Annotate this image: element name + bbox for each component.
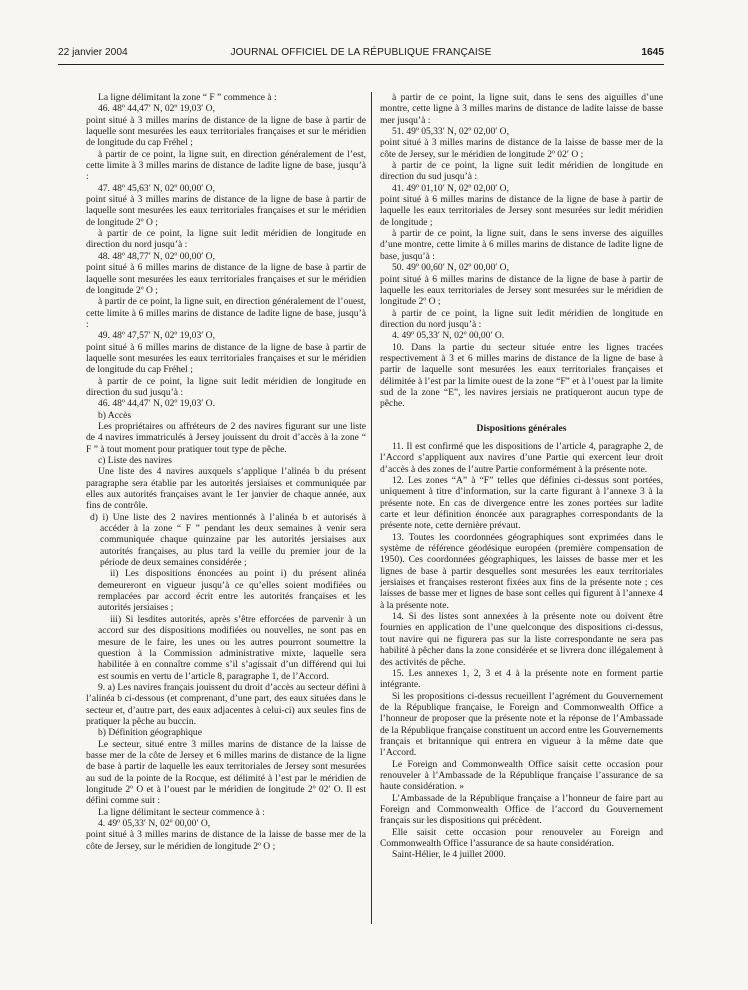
paragraph: 46. 48º 44,47′ N, 02º 19,03′ O. — [98, 398, 215, 410]
paragraph: point situé à 3 milles marins de distance de la ligne de base à partir de laquelle sont mesurées les eaux territoriales françaises et sur le méridien de longitude du cap Fréhel ; — [86, 114, 366, 149]
paragraph: Une liste des 4 navires auxquels s’applique l’alinéa b du présent paragraphe sera établie par les autorités jersiaises et communiquée par elles aux autorités françaises avant le 1er janvier de chaque année, aux fins de contrôle. — [86, 466, 366, 512]
paragraph: 47. 48º 45,63′ N, 02º 00,00′ O, — [98, 182, 215, 194]
paragraph: à partir de ce point, la ligne suit ledit méridien de longitude en direction du sud jusqu’à : — [380, 160, 663, 183]
paragraph: 13. Toutes les coordonnées géographiques sont exprimées dans le système de référence géodésique européen (première compensation de 1950). Ces coordonnées géographiques, les laisses de basse mer et les lignes de base à partir desquelles sont mesurées les eaux territoriales jersiaises et françaises resteront fixées aux fins de la présente note ; ces laisses de basse mer et lignes de base sont celles qui figurent à l’annexe 4 à la présente note. — [380, 531, 663, 611]
paragraph: point situé à 3 milles marins de distance de la ligne de base à partir de laquelle sont mesurées les eaux territoriales françaises et sur le méridien de longitude 2º O ; — [86, 194, 366, 228]
paragraph: à partir de ce point, la ligne suit, dans le sens inverse des aiguilles d’une montre, cette limite à 6 milles marins de distance de ladite ligne de base, jusqu’à : — [380, 228, 663, 262]
journal-title: JOURNAL OFFICIEL DE LA RÉPUBLIQUE FRANÇAISE — [230, 47, 492, 58]
paragraph: La ligne délimitant le secteur commence à : — [98, 806, 265, 818]
paragraph: point situé à 6 milles marins de distance de la ligne de base à partir de laquelle les eaux territoriales de Jersey sont mesurées sur le méridien de longitude 2º O ; — [380, 273, 663, 308]
paragraph: Le Foreign and Commonwealth Office saisit cette occasion pour renouveler à l’Ambassade de la République française l’assurance de sa haute considération. » — [380, 758, 663, 793]
paragraph: iii) Si lesdites autorités, après s’être efforcées de parvenir à un accord sur des dispositions modifiées ou nouvelles, ne sont pas en mesure de le faire, les unes ou les autres pourront soumettre la question à la Commission administrative mixte, laquelle sera habilitée à en connaître comme s’il s’agissait d’un différend qui lui est soumis en vertu de l’article 8, paragraphe 1, de l’Accord. — [98, 613, 366, 682]
paragraph: point situé à 6 milles marins de distance de la ligne de base à partir de laquelle sont mesurées les eaux territoriales françaises et sur le méridien de longitude 2º O ; — [86, 262, 366, 296]
column-divider — [371, 92, 372, 924]
paragraph: b) Accès — [98, 409, 132, 421]
paragraph: 10. Dans la partie du secteur située entre les lignes tracées respectivement à 3 et 6 milles marins de distance de la ligne de base à partir de laquelle sont mesurées les eaux territoriales françaises et délimitée à l’est par la limite ouest de la zone “F” et à l’ouest par la limite sud de la zone “E”, les navires jersiais ne pratiqueront aucun type de pêche. — [380, 341, 663, 410]
paragraph: 14. Si des listes sont annexées à la présente note ou doivent être fournies en application de l’une quelconque des dispositions ci-dessus, tout navire qui ne figurera pas sur la liste correspondante ne sera pas habilité à pêcher dans la zone considérée et se livrera donc illégalement à des activités de pêche. — [380, 611, 663, 668]
paragraph: à partir de ce point, la ligne suit, dans le sens des aiguilles d’une montre, cette ligne à 3 milles marins de distance de ladite laisse de basse mer jusqu’à : — [380, 92, 663, 126]
paragraph: Si les propositions ci-dessus recueillent l’agrément du Gouvernement de la République française, le Foreign and Commonwealth Office a l’honneur de proposer que la présente note et la réponse de l’Ambassade de la République française constituent un accord entre les Gouvernements français et britannique qui entrera en vigueur à la même date que l’Accord. — [380, 690, 663, 759]
page-number: 1645 — [641, 47, 664, 58]
right-column — [380, 92, 663, 861]
paragraph: 11. Il est confirmé que les dispositions de l’article 4, paragraphe 2, de l’Accord s’appliquent aux navires d’une Partie qui exercent leur droit d’accès à des zones de l’autre Partie conformément à la présente note. — [380, 440, 663, 475]
paragraph: 15. Les annexes 1, 2, 3 et 4 à la présente note en forment partie intégrante. — [380, 667, 663, 691]
paragraph: 12. Les zones “A” à “F” telles que définies ci-dessus sont portées, uniquement à titre d’information, sur la carte figurant à l’annexe 3 à la présente note. En cas de divergence entre les zones portées sur ladite carte et leur définition énoncée aux paragraphes correspondants de la présente note, cette dernière prévaut. — [380, 475, 663, 532]
paragraph: b) Définition géographique — [98, 727, 202, 739]
paragraph: 48. 48º 48,77′ N, 02º 00,00′ O, — [98, 250, 215, 262]
paragraph: 4. 49º 05,33′ N, 02º 00,00′ O, — [98, 818, 211, 829]
paragraph: c) Liste des navires — [98, 455, 172, 466]
paragraph: 50. 49º 00,60′ N, 02º 00,00′ O, — [392, 262, 509, 274]
paragraph: Le secteur, situé entre 3 milles marins de distance de la laisse de basse mer de la côte de Jersey et 6 milles marins de distance de la ligne de base à partir de laquelle les eaux territoriales de Jersey sont mesurées au sud de la pointe de la Rocque, est délimité à l’est par le méridien de longitude 2º O et à l’ouest par le méridien de longitude 2º 02′ O. Il est défini comme suit : — [86, 738, 366, 807]
paragraph: à partir de ce point, la ligne suit ledit méridien de longitude en direction du sud jusqu’à : — [86, 375, 366, 398]
header-rule — [58, 64, 664, 65]
paragraph: 49. 48º 47,57′ N, 02º 19,03′ O, — [98, 330, 215, 342]
paragraph: L’Ambassade de la République française a l’honneur de faire part au Foreign and Commonwealth Office de l’accord du Gouvernement français sur les dispositions qui précèdent. — [380, 792, 663, 827]
paragraph: 51. 49º 05,33′ N, 02º 02,00′ O, — [392, 126, 509, 138]
paragraph: 46. 48º 44,47′ N, 02º 19,03′ O, — [98, 103, 215, 115]
paragraph: La ligne délimitant la zone “ F ” commence à : — [98, 92, 277, 103]
paragraph: ii) Les dispositions énoncées au point i) du présent alinéa demeureront en vigueur jusqu’à ce qu’elles soient modifiées ou remplacées par accord écrit entre les autorités françaises et les autorités jersiaises ; — [98, 568, 366, 614]
header-date: 22 janvier 2004 — [58, 47, 128, 58]
running-header — [58, 47, 664, 61]
section-heading: Dispositions générales — [476, 422, 567, 434]
paragraph: 41. 49º 01,10′ N, 02º 02,00′ O, — [392, 182, 509, 194]
paragraph: 9. a) Les navires français jouissent du droit d’accès au secteur défini à l’alinéa b ci-dessous (et comprenant, d’une part, des eaux situées dans le secteur et, d’autre part, des eaux adjacentes à celui-ci) aux seules fins de pratiquer la pêche au buccin. — [86, 681, 366, 727]
paragraph: à partir de ce point, la ligne suit ledit méridien de longitude en direction du nord jusqu’à : — [380, 307, 663, 330]
paragraph: point situé à 6 milles marins de distance de la ligne de base à partir de laquelle les eaux territoriales de Jersey sont mesurées sur ledit méridien de longitude ; — [380, 194, 663, 228]
paragraph: Saint-Hélier, le 4 juillet 2000. — [392, 849, 506, 861]
paragraph: 4. 49º 05,33′ N, 02º 00,00′ O. — [392, 330, 505, 342]
paragraph: point situé à 3 milles marins de distance de la laisse de basse mer de la côte de Jersey, sur le méridien de longitude 2º O ; — [86, 829, 366, 852]
paragraph: point situé à 3 milles marins de distance de la laisse de basse mer de la côte de Jersey, sur le méridien de longitude 2º 02′ O ; — [380, 137, 663, 160]
paragraph: d) i) Une liste des 2 navires mentionnés à l’alinéa b et autorisés à accéder à la zone “ F ” pendant les deux semaines à venir sera communiquée chaque quinzaine par les autorités jersiaises aux autorités françaises, au plus tard la veille du premier jour de la période de deux semaines considérée ; — [90, 511, 366, 569]
paragraph: Elle saisit cette occasion pour renouveler au Foreign and Commonwealth Office l’assurance de sa haute considération. — [380, 826, 663, 849]
paragraph: Les propriétaires ou affréteurs de 2 des navires figurant sur une liste de 4 navires immatriculés à Jersey jouissent du droit d’accès à la zone “ F ” à tout moment pour pratiquer tout type de pêche. — [86, 420, 366, 455]
paragraph: à partir de ce point, la ligne suit, en direction généralement de l’ouest, cette limite à 6 milles marins de distance de ladite ligne de base, jusqu’à : — [86, 296, 366, 330]
paragraph: point situé à 6 milles marins de distance de la ligne de base à partir de laquelle sont mesurées les eaux territoriales françaises et sur le méridien de longitude du cap Fréhel ; — [86, 341, 366, 376]
left-column — [86, 92, 366, 852]
paragraph: à partir de ce point, la ligne suit ledit méridien de longitude en direction du nord jusqu’à : — [86, 228, 366, 251]
paragraph: à partir de ce point, la ligne suit, en direction généralement de l’est, cette limite à 3 milles marins de distance de ladite ligne de base, jusqu’à : — [86, 148, 366, 183]
